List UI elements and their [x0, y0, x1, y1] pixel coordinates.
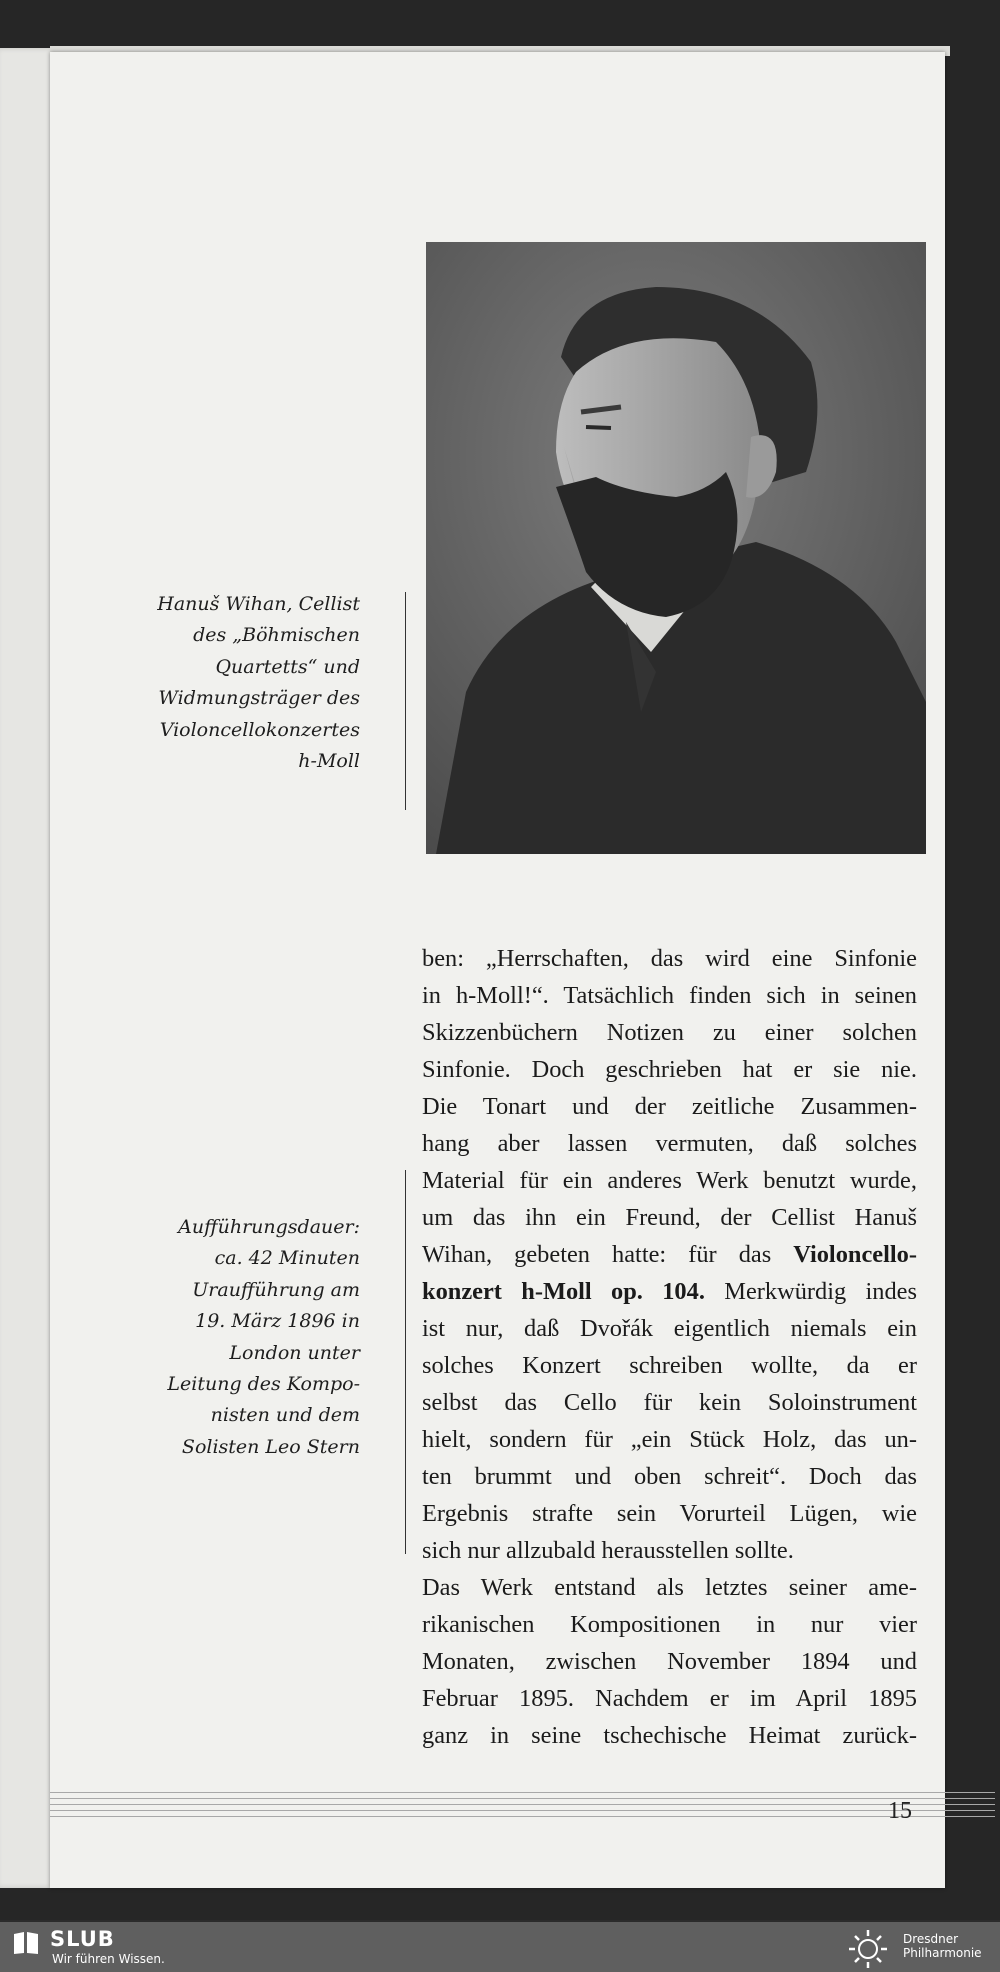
- body-text-run: Das Werk entstand als letztes seiner ame-: [422, 1574, 917, 1601]
- article-body-text: [422, 940, 917, 1754]
- body-text-run: hang aber lassen vermuten, daß solches: [422, 1130, 917, 1157]
- body-text-run: Material für ein anderes Werk benutzt wurde,: [422, 1167, 917, 1194]
- info-line: Leitung des Kompo-: [167, 1373, 360, 1396]
- body-text-run: Wihan, gebeten hatte: für das: [422, 1241, 794, 1268]
- caption-line: des „Böhmischen: [193, 624, 360, 647]
- body-line: [422, 1125, 917, 1162]
- body-line: [422, 1384, 917, 1421]
- body-text-run: Merkwürdig indes: [704, 1278, 917, 1305]
- info-line: Aufführungsdauer:: [178, 1216, 360, 1238]
- document-page: [50, 52, 945, 1888]
- body-text-run: Monaten, zwischen November 1894 und: [422, 1648, 917, 1675]
- work-title-bold: konzert h-Moll op. 104.: [422, 1278, 705, 1305]
- dresdner-philharmonie-logo-text: [903, 1932, 982, 1960]
- body-line: [422, 1495, 917, 1532]
- body-text-run: Sinfonie. Doch geschrieben hat er sie nie.: [422, 1056, 917, 1083]
- body-text-run: Februar 1895. Nachdem er im April 1895: [422, 1685, 917, 1712]
- slub-logo-text: SLUB: [50, 1927, 115, 1951]
- caption-line: Widmungsträger des: [158, 687, 360, 710]
- body-line: [422, 1051, 917, 1088]
- dp-name-line: Dresdner: [903, 1932, 959, 1946]
- body-line: [422, 1310, 917, 1347]
- info-line: ca. 42 Minuten: [214, 1247, 360, 1270]
- info-rule: [405, 1170, 406, 1554]
- page-number: 15: [888, 1798, 912, 1824]
- performance-info: [167, 1212, 360, 1463]
- body-line: [422, 940, 917, 977]
- body-line: [422, 1421, 917, 1458]
- portrait-photo: [426, 242, 926, 854]
- caption-rule: [405, 592, 406, 810]
- book-icon: [12, 1931, 40, 1955]
- body-text-run: Die Tonart und der zeitliche Zusammen-: [422, 1093, 917, 1120]
- body-line: [422, 1162, 917, 1199]
- slub-tagline: Wir führen Wissen.: [52, 1952, 165, 1966]
- body-line: [422, 1199, 917, 1236]
- info-line: Uraufführung am: [192, 1278, 360, 1301]
- body-text-run: ist nur, daß Dvořák eigentlich niemals ein: [422, 1315, 917, 1342]
- body-text-run: um das ihn ein Freund, der Cellist Hanuš: [422, 1204, 917, 1231]
- info-line: nisten und dem: [210, 1404, 360, 1427]
- caption-line: Hanuš Wihan, Cellist: [157, 593, 360, 615]
- info-line: Solisten Leo Stern: [181, 1435, 360, 1458]
- body-line: [422, 1458, 917, 1495]
- work-title-bold: Violoncello-: [793, 1241, 917, 1268]
- body-line: [422, 1236, 917, 1273]
- portrait-caption: [157, 589, 360, 777]
- body-text-run: ben: „Herrschaften, das wird eine Sinfonie: [422, 945, 917, 972]
- body-line: [422, 1088, 917, 1125]
- dp-name-line: Philharmonie: [903, 1946, 982, 1960]
- body-text-run: sich nur allzubald herausstellen sollte.: [422, 1537, 794, 1564]
- body-text-run: ten brummt und oben schreit“. Doch das: [422, 1463, 917, 1490]
- footer-bar: [0, 1922, 1000, 1972]
- body-text-run: ganz in seine tschechische Heimat zurück-: [422, 1722, 917, 1749]
- decorative-staff-lines: [50, 1792, 995, 1832]
- sun-emblem-icon: [843, 1928, 893, 1968]
- body-text-run: Skizzenbüchern Notizen zu einer solchen: [422, 1019, 917, 1046]
- info-line: 19. März 1896 in: [195, 1310, 360, 1333]
- info-line: London unter: [229, 1341, 360, 1364]
- body-text-run: hielt, sondern für „ein Stück Holz, das un-: [422, 1426, 917, 1453]
- body-line: [422, 1347, 917, 1384]
- caption-line: h-Moll: [298, 750, 360, 773]
- body-line: [422, 1680, 917, 1717]
- body-line: [422, 977, 917, 1014]
- body-line: [422, 1532, 917, 1569]
- body-line: [422, 1014, 917, 1051]
- body-line: [422, 1606, 917, 1643]
- caption-line: Quartetts“ und: [215, 655, 360, 678]
- body-text-run: in h-Moll!“. Tatsächlich finden sich in seinen: [422, 982, 917, 1009]
- body-line: [422, 1569, 917, 1606]
- caption-line: Violoncellokonzertes: [159, 718, 360, 741]
- body-line: [422, 1643, 917, 1680]
- body-line: [422, 1717, 917, 1754]
- body-line: [422, 1273, 917, 1310]
- body-text-run: rikanischen Kompositionen in nur vier: [422, 1611, 917, 1638]
- body-text-run: selbst das Cello für kein Soloinstrument: [422, 1389, 917, 1416]
- body-text-run: solches Konzert schreiben wollte, da er: [422, 1352, 917, 1379]
- body-text-run: Ergebnis strafte sein Vorurteil Lügen, wie: [422, 1500, 917, 1527]
